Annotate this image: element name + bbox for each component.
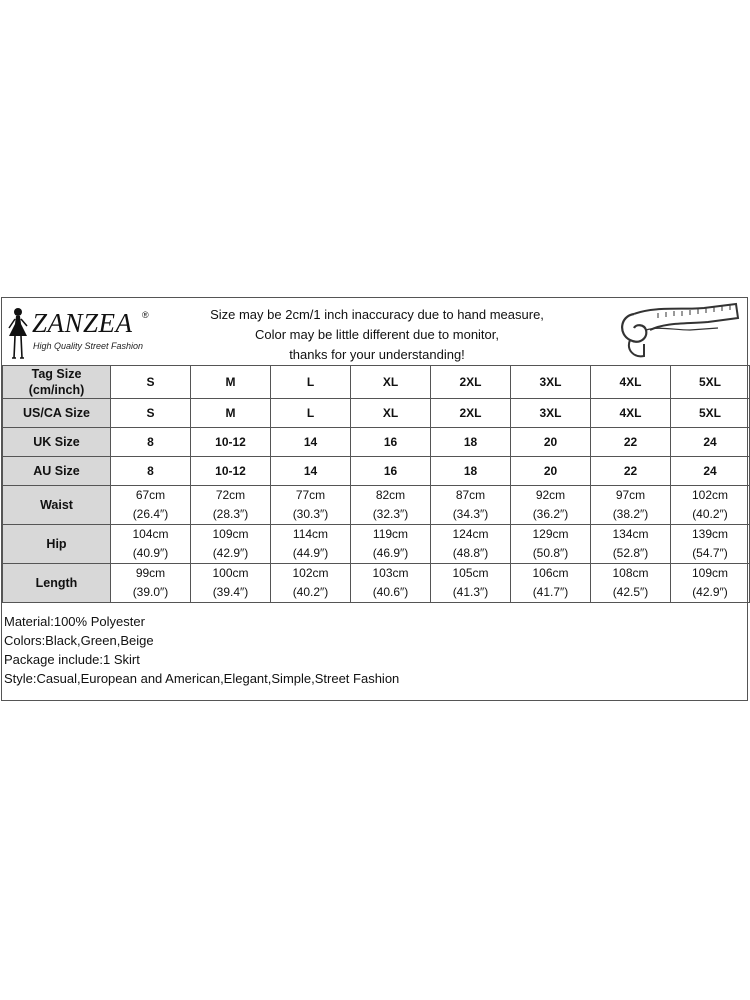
size-cell: 2XL: [431, 366, 511, 399]
cm-value: 129cm: [532, 527, 569, 541]
measurement-cell: [271, 525, 351, 564]
size-cell: 18: [431, 428, 511, 457]
measurement-cell: [191, 564, 271, 603]
inch-value: (41.7″): [532, 585, 569, 599]
inch-value: (44.9″): [292, 546, 329, 560]
size-row: [3, 366, 750, 399]
inch-value: (39.0″): [132, 585, 169, 599]
cm-value: 97cm: [615, 488, 646, 502]
cm-value: 114cm: [292, 527, 329, 541]
cm-value: 106cm: [532, 566, 569, 580]
measurement-cell: [511, 486, 591, 525]
size-cell: 4XL: [591, 366, 671, 399]
size-table: [2, 365, 750, 603]
cm-value: 103cm: [372, 566, 409, 580]
size-cell: S: [111, 399, 191, 428]
row-label: Length: [3, 564, 111, 603]
row-label: [3, 457, 111, 486]
measurement-cell: [431, 486, 511, 525]
size-cell: 16: [351, 457, 431, 486]
size-cell: 20: [511, 428, 591, 457]
row-label: [3, 366, 111, 399]
size-cell: 3XL: [511, 399, 591, 428]
inch-value: (40.2″): [292, 585, 329, 599]
cm-value: 99cm: [135, 566, 166, 580]
cm-value: 67cm: [135, 488, 166, 502]
size-cell: S: [111, 366, 191, 399]
measurement-cell: [351, 564, 431, 603]
size-cell: 2XL: [431, 399, 511, 428]
measurement-cell: [431, 525, 511, 564]
size-cell: XL: [351, 366, 431, 399]
notice-line: Color may be little different due to monitor,: [255, 327, 499, 342]
cm-value: 134cm: [612, 527, 649, 541]
product-info: [4, 612, 399, 688]
inch-value: (40.9″): [132, 546, 169, 560]
inch-value: (50.8″): [532, 546, 569, 560]
inch-value: (42.9″): [212, 546, 249, 560]
size-cell: 10-12: [191, 428, 271, 457]
size-cell: 24: [671, 457, 750, 486]
cm-value: 119cm: [372, 527, 409, 541]
cm-value: 104cm: [132, 527, 169, 541]
size-cell: L: [271, 366, 351, 399]
measurement-cell: [191, 525, 271, 564]
style-text: Style:Casual,European and American,Elegant,Simple,Street Fashion: [4, 671, 400, 686]
measurement-cell: [271, 564, 351, 603]
cm-value: 102cm: [691, 488, 729, 502]
inch-value: (38.2″): [612, 507, 649, 521]
measurement-row: [3, 564, 750, 603]
measurement-cell: [511, 564, 591, 603]
size-cell: 10-12: [191, 457, 271, 486]
row-label-subtext: (cm/inch): [28, 383, 85, 397]
size-cell: 22: [591, 428, 671, 457]
row-label-text: UK Size: [33, 434, 80, 449]
inch-value: (52.8″): [612, 546, 649, 560]
cm-value: 108cm: [612, 566, 649, 580]
size-row: [3, 457, 750, 486]
brand-tagline: High Quality Street Fashion: [33, 341, 144, 351]
inch-value: (42.5″): [612, 585, 649, 599]
inch-value: (48.8″): [452, 546, 489, 560]
size-cell: 16: [351, 428, 431, 457]
inch-value: (36.2″): [532, 507, 569, 521]
measurement-notice: [177, 305, 577, 365]
size-cell: L: [271, 399, 351, 428]
size-cell: M: [191, 399, 271, 428]
size-cell: 14: [271, 457, 351, 486]
inch-value: (40.2″): [692, 507, 728, 521]
inch-value: (32.3″): [372, 507, 409, 521]
measuring-tape-icon: [614, 300, 742, 362]
cm-value: 72cm: [215, 488, 246, 502]
size-cell: 3XL: [511, 366, 591, 399]
cm-value: 109cm: [691, 566, 729, 580]
measurement-row: [3, 525, 750, 564]
measurement-cell: [511, 525, 591, 564]
inch-value: (41.3″): [452, 585, 489, 599]
size-row: [3, 399, 750, 428]
measurement-cell: [351, 525, 431, 564]
measurement-cell: [671, 486, 750, 525]
cm-value: 124cm: [452, 527, 489, 541]
size-cell: M: [191, 366, 271, 399]
size-cell: 22: [591, 457, 671, 486]
measurement-cell: [591, 564, 671, 603]
row-label-text: Tag Size: [31, 367, 82, 381]
inch-value: (54.7″): [692, 546, 728, 560]
inch-value: (34.3″): [452, 507, 489, 521]
measurement-cell: [591, 486, 671, 525]
row-label: Hip: [3, 525, 111, 564]
size-row: [3, 428, 750, 457]
inch-value: (39.4″): [212, 585, 249, 599]
measurement-cell: [111, 564, 191, 603]
cm-value: 87cm: [455, 488, 486, 502]
notice-line: Size may be 2cm/1 inch inaccuracy due to hand measure,: [210, 307, 544, 322]
size-cell: 4XL: [591, 399, 671, 428]
brand-logo: [6, 304, 156, 362]
package-text: Package include:1 Skirt: [4, 652, 140, 667]
size-cell: 24: [671, 428, 750, 457]
measurement-cell: [671, 564, 750, 603]
size-cell: 18: [431, 457, 511, 486]
inch-value: (28.3″): [212, 507, 249, 521]
notice-line: thanks for your understanding!: [289, 347, 465, 362]
inch-value: (46.9″): [372, 546, 409, 560]
cm-value: 139cm: [691, 527, 729, 541]
row-label: [3, 399, 111, 428]
measurement-cell: [431, 564, 511, 603]
inch-value: (40.6″): [372, 585, 409, 599]
cm-value: 105cm: [452, 566, 489, 580]
measurement-cell: [111, 486, 191, 525]
size-chart: [1, 297, 748, 701]
chart-header: [2, 298, 747, 366]
row-label: Waist: [3, 486, 111, 525]
size-cell: 8: [111, 457, 191, 486]
cm-value: 82cm: [375, 488, 406, 502]
measurement-row: [3, 486, 750, 525]
row-label-text: AU Size: [33, 463, 80, 478]
measurement-cell: [351, 486, 431, 525]
cm-value: 102cm: [292, 566, 329, 580]
cm-value: 109cm: [212, 527, 249, 541]
registered-mark: ®: [142, 310, 149, 320]
material-text: Material:100% Polyester: [4, 614, 145, 629]
size-cell: 5XL: [671, 399, 750, 428]
cm-value: 92cm: [535, 488, 566, 502]
cm-value: 100cm: [212, 566, 249, 580]
inch-value: (30.3″): [292, 507, 329, 521]
measurement-cell: [111, 525, 191, 564]
size-cell: 8: [111, 428, 191, 457]
size-cell: XL: [351, 399, 431, 428]
measurement-cell: [671, 525, 750, 564]
cm-value: 77cm: [295, 488, 326, 502]
row-label-text: US/CA Size: [23, 405, 90, 420]
inch-value: (26.4″): [132, 507, 169, 521]
measurement-cell: [591, 525, 671, 564]
measurement-cell: [191, 486, 271, 525]
row-label: [3, 428, 111, 457]
colors-text: Colors:Black,Green,Beige: [4, 633, 154, 648]
size-cell: 5XL: [671, 366, 750, 399]
woman-silhouette-icon: [6, 306, 30, 362]
measurement-cell: [271, 486, 351, 525]
size-cell: 20: [511, 457, 591, 486]
inch-value: (42.9″): [692, 585, 728, 599]
size-cell: 14: [271, 428, 351, 457]
brand-name: ZANZEA: [32, 308, 133, 338]
